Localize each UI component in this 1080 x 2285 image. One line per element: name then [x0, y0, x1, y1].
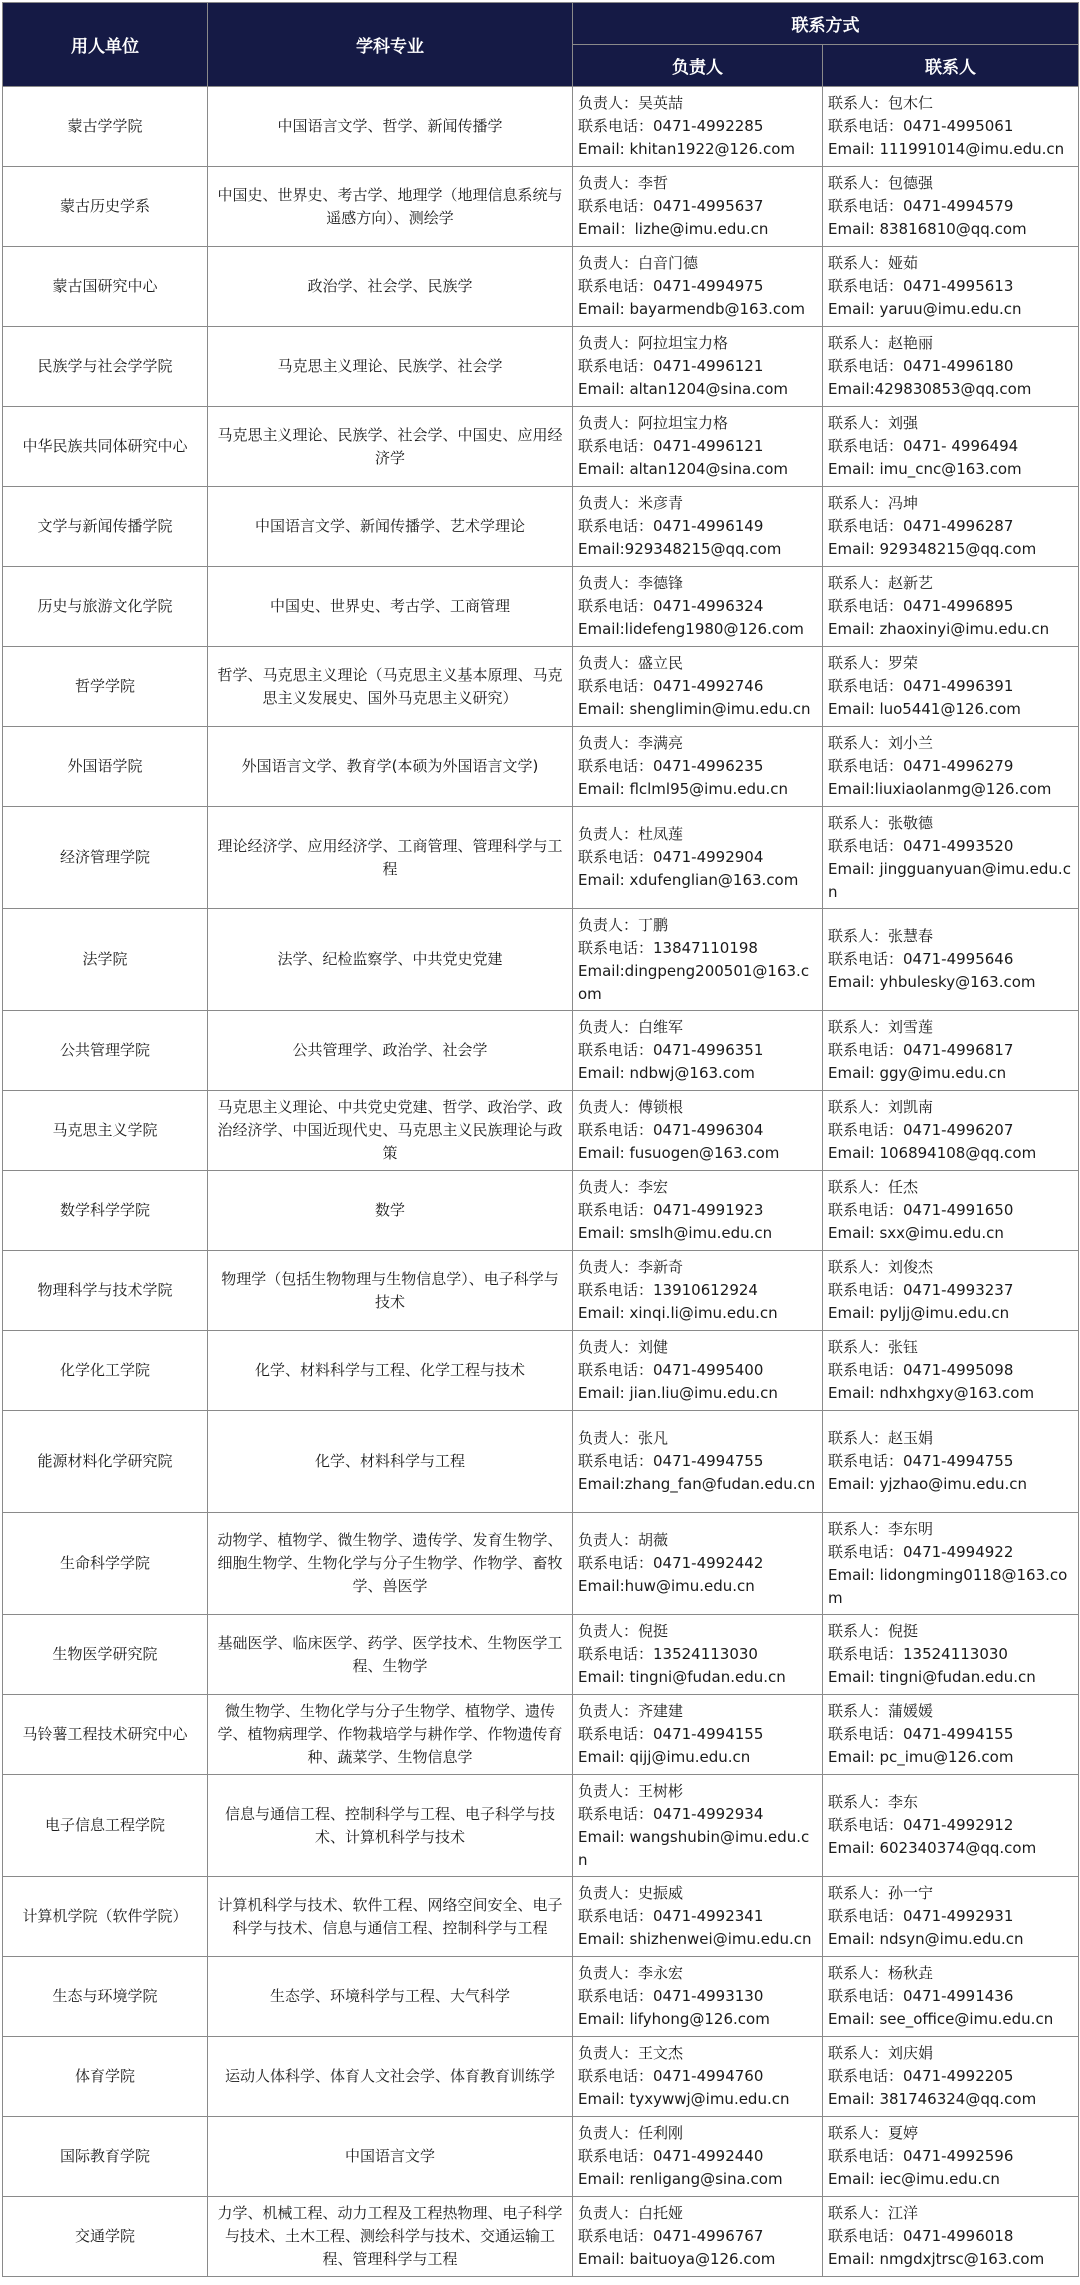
contact-cell	[823, 1091, 1079, 1171]
major-cell: 计算机科学与技术、软件工程、网络空间安全、电子科学与技术、信息与通信工程、控制科学与工程	[208, 1877, 573, 1957]
email-address[interactable]: Email: yhbulesky@163.com	[828, 973, 1036, 991]
head-cell	[573, 327, 823, 407]
phone-number: 联系电话：0471-4996149	[578, 517, 764, 535]
head-cell	[573, 567, 823, 647]
person-name: 联系人：杨秋垚	[828, 1964, 934, 1982]
major-cell: 化学、材料科学与工程	[208, 1411, 573, 1513]
head-cell	[573, 1513, 823, 1615]
contact-cell	[823, 1695, 1079, 1775]
person-name: 负责人：杜凤莲	[578, 825, 684, 843]
header-head: 负责人	[573, 45, 823, 87]
unit-cell: 生命科学学院	[3, 1513, 208, 1615]
phone-number: 联系电话：0471-4992341	[578, 1907, 764, 1925]
phone-number: 联系电话：0471-4992931	[828, 1907, 1014, 1925]
head-cell	[573, 1615, 823, 1695]
major-cell: 政治学、社会学、民族学	[208, 247, 573, 327]
header-contact: 联系人	[823, 45, 1079, 87]
phone-number: 联系电话：0471-4992285	[578, 117, 764, 135]
contact-cell	[823, 247, 1079, 327]
email-address[interactable]: Email: 602340374@qq.com	[828, 1839, 1037, 1857]
email-address[interactable]: Email:huw@imu.edu.cn	[578, 1577, 755, 1595]
table-row	[3, 909, 1079, 1011]
table-row	[3, 2197, 1079, 2277]
phone-number: 联系电话：0471-4992934	[578, 1804, 764, 1823]
email-address[interactable]: Email:liuxiaolanmg@126.com	[828, 780, 1052, 798]
table-row	[3, 2117, 1079, 2197]
email-address[interactable]: Email: 929348215@qq.com	[828, 540, 1037, 558]
table-row	[3, 327, 1079, 407]
person-name: 负责人：吴英喆	[578, 94, 684, 112]
major-cell: 理论经济学、应用经济学、工商管理、管理科学与工程	[208, 807, 573, 909]
person-name: 联系人：刘凯南	[828, 1098, 934, 1116]
head-cell	[573, 2117, 823, 2197]
email-address[interactable]: Email: 111991014@imu.edu.cn	[828, 140, 1065, 158]
major-cell: 动物学、植物学、微生物学、遗传学、发育生物学、细胞生物学、生物化学与分子生物学、作物学、畜牧学、兽医学	[208, 1513, 573, 1615]
phone-number: 联系电话：0471-4995637	[578, 197, 764, 215]
table-row	[3, 167, 1079, 247]
unit-cell: 马克思主义学院	[3, 1091, 208, 1171]
unit-cell: 中华民族共同体研究中心	[3, 407, 208, 487]
phone-number: 联系电话：0471-4996279	[828, 757, 1014, 775]
phone-number: 联系电话：0471-4996817	[828, 1041, 1014, 1059]
phone-number: 联系电话：0471-4996895	[828, 597, 1014, 615]
header-unit: 用人单位	[3, 3, 208, 87]
table-row	[3, 407, 1079, 487]
major-cell: 运动人体科学、体育人文社会学、体育教育训练学	[208, 2037, 573, 2117]
person-name: 联系人：刘强	[828, 414, 919, 432]
table-row	[3, 1091, 1079, 1171]
phone-number: 联系电话：0471-4994155	[578, 1725, 764, 1743]
email-address[interactable]: Email: xdufenglian@163.com	[578, 871, 799, 889]
head-cell	[573, 1695, 823, 1775]
email-address[interactable]: Email: 106894108@qq.com	[828, 1144, 1037, 1162]
unit-cell: 交通学院	[3, 2197, 208, 2277]
table-row	[3, 1331, 1079, 1411]
contact-cell	[823, 1011, 1079, 1091]
table-row	[3, 1615, 1079, 1695]
table-row	[3, 1513, 1079, 1615]
contact-cell	[823, 167, 1079, 247]
head-cell	[573, 1411, 823, 1513]
email-address[interactable]: Email: ndsyn@imu.edu.cn	[828, 1930, 1024, 1948]
email-address[interactable]: Email: khitan1922@126.com	[578, 140, 795, 158]
contact-cell	[823, 1411, 1079, 1513]
phone-number: 联系电话：0471-4992205	[828, 2067, 1014, 2085]
table-body	[3, 87, 1079, 2277]
person-name: 联系人：刘俊杰	[828, 1258, 934, 1276]
person-name: 联系人：包德强	[828, 174, 934, 192]
phone-number: 联系电话：0471-4993520	[828, 836, 1014, 855]
person-name: 负责人：盛立民	[578, 654, 684, 672]
email-address[interactable]: Email: tingni@fudan.edu.cn	[828, 1668, 1036, 1686]
table-row	[3, 567, 1079, 647]
head-cell	[573, 807, 823, 909]
person-name: 负责人：白音门德	[578, 254, 699, 272]
phone-number: 联系电话：0471-4994975	[578, 277, 764, 295]
table-row	[3, 647, 1079, 727]
person-name: 联系人：冯坤	[828, 494, 919, 512]
table-row	[3, 2037, 1079, 2117]
person-name: 负责人：王树彬	[578, 1781, 684, 1800]
unit-cell: 马铃薯工程技术研究中心	[3, 1695, 208, 1775]
phone-number: 联系电话：0471-4996121	[578, 357, 764, 375]
table-row	[3, 1011, 1079, 1091]
person-name: 联系人：夏婷	[828, 2124, 919, 2142]
major-cell: 信息与通信工程、控制科学与工程、电子科学与技术、计算机科学与技术	[208, 1775, 573, 1877]
phone-number: 联系电话：13910612924	[578, 1281, 758, 1299]
unit-cell: 经济管理学院	[3, 807, 208, 909]
recruitment-table	[2, 2, 1079, 2277]
email-address[interactable]: Email: shizhenwei@imu.edu.cn	[578, 1930, 812, 1948]
phone-number: 联系电话：13524113030	[578, 1645, 758, 1663]
unit-cell: 体育学院	[3, 2037, 208, 2117]
phone-number: 联系电话：0471-4994579	[828, 197, 1014, 215]
person-name: 负责人：阿拉坦宝力格	[578, 334, 729, 352]
phone-number: 联系电话：0471-4994755	[828, 1452, 1014, 1470]
major-cell: 微生物学、生物化学与分子生物学、植物学、遗传学、植物病理学、作物栽培学与耕作学、作物遗传育种、蔬菜学、生物信息学	[208, 1695, 573, 1775]
contact-cell	[823, 727, 1079, 807]
unit-cell: 哲学学院	[3, 647, 208, 727]
contact-cell	[823, 2117, 1079, 2197]
phone-number: 联系电话：0471-4992904	[578, 848, 764, 866]
major-cell: 化学、材料科学与工程、化学工程与技术	[208, 1331, 573, 1411]
person-name: 联系人：李东	[828, 1793, 919, 1811]
phone-number: 联系电话：0471-4992912	[828, 1816, 1014, 1834]
contact-cell	[823, 1615, 1079, 1695]
head-cell	[573, 2197, 823, 2277]
head-cell	[573, 2037, 823, 2117]
major-cell: 中国语言文学、新闻传播学、艺术学理论	[208, 487, 573, 567]
person-name: 联系人：张慧春	[828, 927, 934, 945]
email-address[interactable]: Email: lidongming0118@163.com	[828, 1565, 1068, 1607]
major-cell: 外国语言文学、教育学(本硕为外国语言文学)	[208, 727, 573, 807]
major-cell: 力学、机械工程、动力工程及工程热物理、电子科学与技术、土木工程、测绘科学与技术、交通运输工程、管理科学与工程	[208, 2197, 573, 2277]
email-address[interactable]: Email: jian.liu@imu.edu.cn	[578, 1384, 778, 1402]
major-cell: 法学、纪检监察学、中共党史党建	[208, 909, 573, 1011]
email-address[interactable]: Email: tyxywwj@imu.edu.cn	[578, 2090, 790, 2108]
email-address[interactable]: Email: ndhxhgxy@163.com	[828, 1384, 1035, 1402]
contact-cell	[823, 1957, 1079, 2037]
email-address[interactable]: Email: ggy@imu.edu.cn	[828, 1064, 1007, 1082]
unit-cell: 外国语学院	[3, 727, 208, 807]
person-name: 联系人：张钰	[828, 1338, 919, 1356]
person-name: 联系人：赵玉娟	[828, 1429, 934, 1447]
email-address[interactable]: Email:929348215@qq.com	[578, 540, 782, 558]
phone-number: 联系电话：0471-4996121	[578, 437, 764, 455]
unit-cell: 生物医学研究院	[3, 1615, 208, 1695]
contact-cell	[823, 909, 1079, 1011]
table-row	[3, 1957, 1079, 2037]
phone-number: 联系电话：0471-4993237	[828, 1281, 1014, 1299]
phone-number: 联系电话：0471-4994155	[828, 1725, 1014, 1743]
contact-cell	[823, 1513, 1079, 1615]
major-cell: 马克思主义理论、民族学、社会学、中国史、应用经济学	[208, 407, 573, 487]
phone-number: 联系电话：0471-4991923	[578, 1201, 764, 1219]
contact-cell	[823, 1171, 1079, 1251]
phone-number: 联系电话：0471-4996304	[578, 1121, 764, 1139]
table-row	[3, 1877, 1079, 1957]
phone-number: 联系电话：0471-4996391	[828, 677, 1014, 695]
email-address[interactable]: Email: renligang@sina.com	[578, 2170, 783, 2188]
phone-number: 联系电话：0471-4995400	[578, 1361, 764, 1379]
person-name: 联系人：孙一宁	[828, 1884, 934, 1902]
major-cell: 中国语言文学	[208, 2117, 573, 2197]
contact-cell	[823, 807, 1079, 909]
person-name: 联系人：江洋	[828, 2204, 919, 2222]
unit-cell: 历史与旅游文化学院	[3, 567, 208, 647]
phone-number: 联系电话：0471-4996235	[578, 757, 764, 775]
email-address[interactable]: Email: zhaoxinyi@imu.edu.cn	[828, 620, 1050, 638]
contact-cell	[823, 1877, 1079, 1957]
email-address[interactable]: Email: baituoya@126.com	[578, 2250, 776, 2268]
person-name: 负责人：刘健	[578, 1338, 669, 1356]
contact-cell	[823, 567, 1079, 647]
unit-cell: 数学科学学院	[3, 1171, 208, 1251]
email-address[interactable]: Email:zhang_fan@fudan.edu.cn	[578, 1475, 816, 1493]
phone-number: 联系电话：0471-4994755	[578, 1452, 764, 1470]
head-cell	[573, 1251, 823, 1331]
email-address[interactable]: Email: pyljj@imu.edu.cn	[828, 1304, 1010, 1322]
contact-cell	[823, 2197, 1079, 2277]
table-row	[3, 247, 1079, 327]
email-address[interactable]: Email: wangshubin@imu.edu.cn	[578, 1827, 810, 1869]
unit-cell: 法学院	[3, 909, 208, 1011]
head-cell	[573, 1331, 823, 1411]
person-name: 负责人：胡薇	[578, 1531, 669, 1549]
phone-number: 联系电话：0471-4995098	[828, 1361, 1014, 1379]
person-name: 联系人：任杰	[828, 1178, 919, 1196]
person-name: 负责人：傅锁根	[578, 1098, 684, 1116]
person-name: 联系人：倪挺	[828, 1622, 919, 1640]
phone-number: 联系电话：0471-4992440	[578, 2147, 764, 2165]
contact-cell	[823, 1331, 1079, 1411]
unit-cell: 国际教育学院	[3, 2117, 208, 2197]
phone-number: 联系电话：0471-4995061	[828, 117, 1014, 135]
phone-number: 联系电话：0471-4991650	[828, 1201, 1014, 1219]
phone-number: 联系电话：0471-4996180	[828, 357, 1014, 375]
phone-number: 联系电话：0471-4992746	[578, 677, 764, 695]
person-name: 负责人：李永宏	[578, 1964, 684, 1982]
head-cell	[573, 1877, 823, 1957]
person-name: 联系人：刘雪莲	[828, 1018, 934, 1036]
contact-cell	[823, 1251, 1079, 1331]
contact-cell	[823, 1775, 1079, 1877]
table-row	[3, 807, 1079, 909]
email-address[interactable]: Email: ndbwj@163.com	[578, 1064, 755, 1082]
email-address[interactable]: Email:429830853@qq.com	[828, 380, 1032, 398]
table-row	[3, 727, 1079, 807]
email-address[interactable]: Email: sxx@imu.edu.cn	[828, 1224, 1004, 1242]
person-name: 联系人：包木仁	[828, 94, 934, 112]
person-name: 负责人：史振威	[578, 1884, 684, 1902]
email-address[interactable]: Email: flclml95@imu.edu.cn	[578, 780, 788, 798]
person-name: 负责人：阿拉坦宝力格	[578, 414, 729, 432]
contact-cell	[823, 2037, 1079, 2117]
phone-number: 联系电话：0471-4996018	[828, 2227, 1014, 2245]
email-address[interactable]: Email：lizhe@imu.edu.cn	[578, 220, 769, 238]
major-cell: 公共管理学、政治学、社会学	[208, 1011, 573, 1091]
email-address[interactable]: Email: qijj@imu.edu.cn	[578, 1748, 751, 1766]
major-cell: 中国语言文学、哲学、新闻传播学	[208, 87, 573, 167]
person-name: 负责人：李哲	[578, 174, 669, 192]
major-cell: 生态学、环境科学与工程、大气科学	[208, 1957, 573, 2037]
major-cell: 哲学、马克思主义理论（马克思主义基本原理、马克思主义发展史、国外马克思主义研究）	[208, 647, 573, 727]
phone-number: 联系电话：0471-4993130	[578, 1987, 764, 2005]
phone-number: 联系电话：13524113030	[828, 1645, 1008, 1663]
phone-number: 联系电话：0471-4994922	[828, 1542, 1014, 1561]
phone-number: 联系电话：0471-4995646	[828, 950, 1014, 968]
email-address[interactable]: Email: smslh@imu.edu.cn	[578, 1224, 773, 1242]
email-address[interactable]: Email: lifyhong@126.com	[578, 2010, 770, 2028]
contact-cell	[823, 407, 1079, 487]
phone-number: 联系电话：0471-4992596	[828, 2147, 1014, 2165]
email-address[interactable]: Email: bayarmendb@163.com	[578, 300, 805, 318]
head-cell	[573, 647, 823, 727]
head-cell	[573, 1091, 823, 1171]
unit-cell: 计算机学院（软件学院）	[3, 1877, 208, 1957]
unit-cell: 能源材料化学研究院	[3, 1411, 208, 1513]
head-cell	[573, 487, 823, 567]
phone-number: 联系电话：0471-4996287	[828, 517, 1014, 535]
head-cell	[573, 407, 823, 487]
email-address[interactable]: Email: luo5441@126.com	[828, 700, 1021, 718]
unit-cell: 物理科学与技术学院	[3, 1251, 208, 1331]
contact-cell	[823, 87, 1079, 167]
contact-cell	[823, 327, 1079, 407]
person-name: 联系人：赵艳丽	[828, 334, 934, 352]
unit-cell: 电子信息工程学院	[3, 1775, 208, 1877]
table-row	[3, 1251, 1079, 1331]
person-name: 负责人：倪挺	[578, 1622, 669, 1640]
table-row	[3, 87, 1079, 167]
head-cell	[573, 87, 823, 167]
head-cell	[573, 1957, 823, 2037]
unit-cell: 蒙古历史学系	[3, 167, 208, 247]
phone-number: 联系电话：13847110198	[578, 938, 758, 957]
email-address[interactable]: Email: xinqi.li@imu.edu.cn	[578, 1304, 778, 1322]
header-contact-group: 联系方式	[573, 3, 1079, 45]
head-cell	[573, 1775, 823, 1877]
person-name: 负责人：王文杰	[578, 2044, 684, 2062]
person-name: 联系人：张敬德	[828, 813, 934, 832]
email-address[interactable]: Email: nmgdxjtrsc@163.com	[828, 2250, 1045, 2268]
table-row	[3, 487, 1079, 567]
phone-number: 联系电话：0471-4996351	[578, 1041, 764, 1059]
table-row	[3, 1775, 1079, 1877]
person-name: 联系人：刘庆娟	[828, 2044, 934, 2062]
email-address[interactable]: Email: pc_imu@126.com	[828, 1748, 1014, 1766]
person-name: 联系人：赵新艺	[828, 574, 934, 592]
unit-cell: 化学化工学院	[3, 1331, 208, 1411]
unit-cell: 文学与新闻传播学院	[3, 487, 208, 567]
head-cell	[573, 247, 823, 327]
person-name: 联系人：蒲媛媛	[828, 1702, 934, 1720]
person-name: 联系人：刘小兰	[828, 734, 934, 752]
person-name: 负责人：齐建建	[578, 1702, 684, 1720]
major-cell: 数学	[208, 1171, 573, 1251]
phone-number: 联系电话：0471-4996324	[578, 597, 764, 615]
person-name: 负责人：李宏	[578, 1178, 669, 1196]
email-address[interactable]: Email: imu_cnc@163.com	[828, 460, 1022, 478]
contact-cell	[823, 487, 1079, 567]
person-name: 联系人：娅茹	[828, 254, 919, 272]
major-cell: 中国史、世界史、考古学、工商管理	[208, 567, 573, 647]
email-address[interactable]: Email: 83816810@qq.com	[828, 220, 1027, 238]
person-name: 负责人：白托娅	[578, 2204, 684, 2222]
email-address[interactable]: Email: fusuogen@163.com	[578, 1144, 780, 1162]
phone-number: 联系电话：0471-4996207	[828, 1121, 1014, 1139]
unit-cell: 蒙古国研究中心	[3, 247, 208, 327]
unit-cell: 公共管理学院	[3, 1011, 208, 1091]
email-address[interactable]: Email: altan1204@sina.com	[578, 460, 789, 478]
head-cell	[573, 1011, 823, 1091]
email-address[interactable]: Email:lidefeng1980@126.com	[578, 620, 804, 638]
phone-number: 联系电话：0471- 4996494	[828, 437, 1019, 455]
email-address[interactable]: Email:dingpeng200501@163.com	[578, 961, 810, 1003]
person-name: 负责人：白维军	[578, 1018, 684, 1036]
table-row	[3, 1411, 1079, 1513]
person-name: 负责人：米彦青	[578, 494, 684, 512]
unit-cell: 生态与环境学院	[3, 1957, 208, 2037]
email-address[interactable]: Email: shenglimin@imu.edu.cn	[578, 700, 811, 718]
major-cell: 物理学（包括生物物理与生物信息学）、电子科学与技术	[208, 1251, 573, 1331]
person-name: 负责人：李德锋	[578, 574, 684, 592]
unit-cell: 民族学与社会学学院	[3, 327, 208, 407]
email-address[interactable]: Email: tingni@fudan.edu.cn	[578, 1668, 786, 1686]
unit-cell: 蒙古学学院	[3, 87, 208, 167]
email-address[interactable]: Email: yjzhao@imu.edu.cn	[828, 1475, 1028, 1493]
major-cell: 中国史、世界史、考古学、地理学（地理信息系统与遥感方向）、测绘学	[208, 167, 573, 247]
head-cell	[573, 909, 823, 1011]
head-cell	[573, 167, 823, 247]
person-name: 联系人：李东明	[828, 1519, 934, 1538]
table-row	[3, 1171, 1079, 1251]
major-cell: 马克思主义理论、中共党史党建、哲学、政治学、政治经济学、中国近现代史、马克思主义民族理论与政策	[208, 1091, 573, 1171]
person-name: 负责人：任利刚	[578, 2124, 684, 2142]
major-cell: 马克思主义理论、民族学、社会学	[208, 327, 573, 407]
head-cell	[573, 1171, 823, 1251]
email-address[interactable]: Email: altan1204@sina.com	[578, 380, 789, 398]
person-name: 负责人：李满亮	[578, 734, 684, 752]
phone-number: 联系电话：0471-4995613	[828, 277, 1014, 295]
email-address[interactable]: Email: 381746324@qq.com	[828, 2090, 1037, 2108]
email-address[interactable]: Email: iec@imu.edu.cn	[828, 2170, 1000, 2188]
person-name: 负责人：张凡	[578, 1429, 669, 1447]
major-cell: 基础医学、临床医学、药学、医学技术、生物医学工程、生物学	[208, 1615, 573, 1695]
person-name: 负责人：丁鹏	[578, 915, 669, 934]
phone-number: 联系电话：0471-4996767	[578, 2227, 764, 2245]
head-cell	[573, 727, 823, 807]
person-name: 联系人：罗荣	[828, 654, 919, 672]
email-address[interactable]: Email: jingguanyuan@imu.edu.cn	[828, 859, 1071, 901]
table-header	[3, 3, 1079, 87]
phone-number: 联系电话：0471-4992442	[578, 1554, 764, 1572]
table-row	[3, 1695, 1079, 1775]
phone-number: 联系电话：0471-4991436	[828, 1987, 1014, 2005]
email-address[interactable]: Email: see_office@imu.edu.cn	[828, 2010, 1054, 2028]
contact-cell	[823, 647, 1079, 727]
phone-number: 联系电话：0471-4994760	[578, 2067, 764, 2085]
header-major: 学科专业	[208, 3, 573, 87]
person-name: 负责人：李新奇	[578, 1258, 684, 1276]
email-address[interactable]: Email: yaruu@imu.edu.cn	[828, 300, 1022, 318]
